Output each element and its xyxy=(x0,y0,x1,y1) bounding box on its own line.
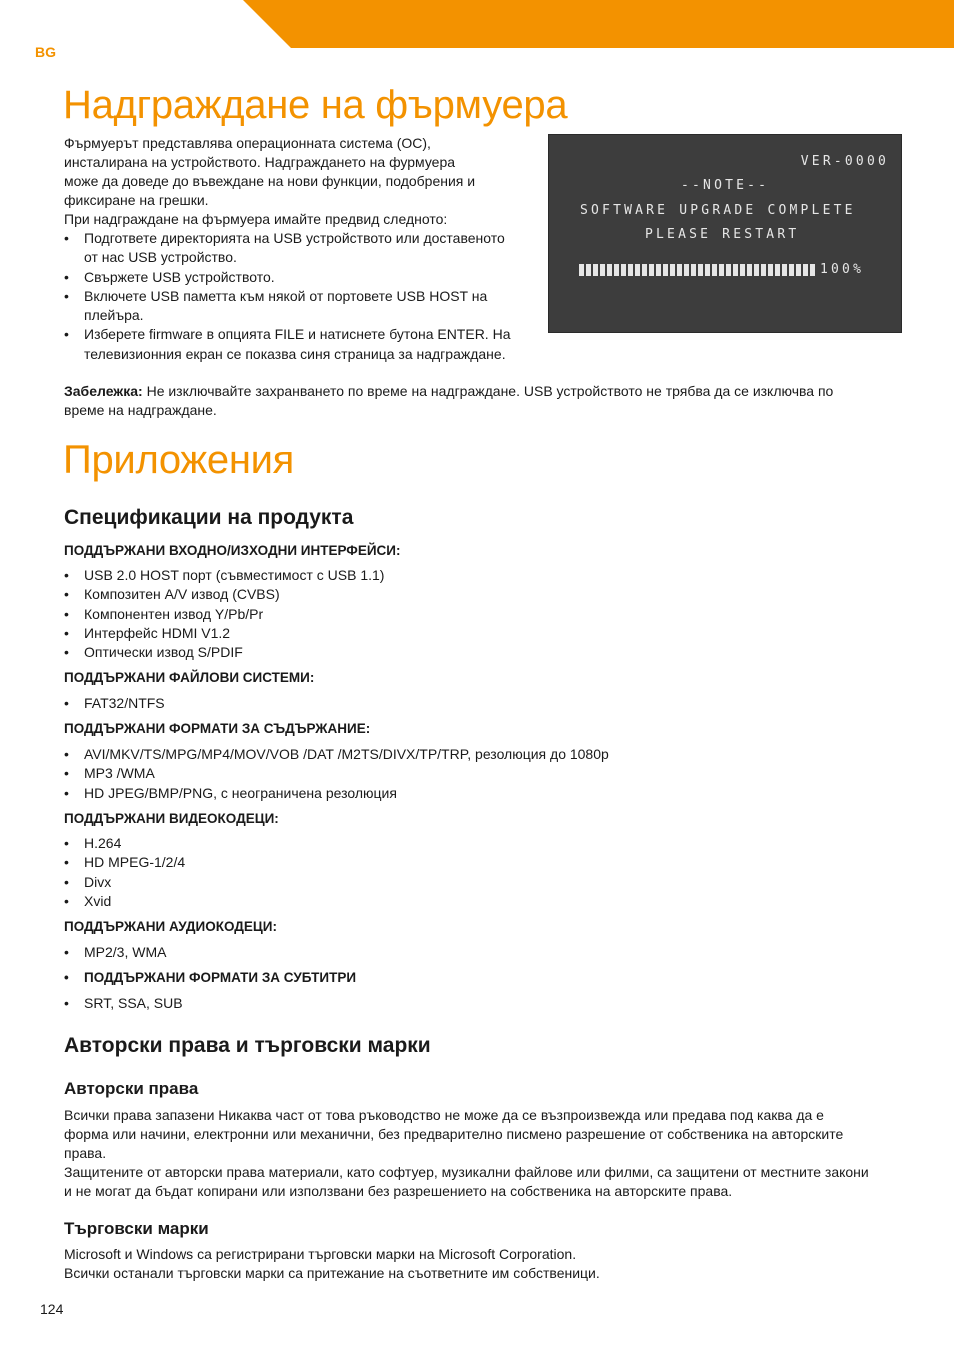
formats-list xyxy=(64,745,609,803)
formats-label: ПОДДЪРЖАНИ ФОРМАТИ ЗА СЪДЪРЖАНИЕ: xyxy=(64,721,371,736)
language-code: BG xyxy=(35,44,56,60)
intro-line: фиксиране на грешки. xyxy=(64,192,209,208)
trademarks-subtitle: Търговски марки xyxy=(64,1219,209,1238)
io-list xyxy=(64,566,384,662)
screen-message: SOFTWARE UPGRADE COMPLETE xyxy=(580,203,856,218)
list-item: • MP3 /WMA xyxy=(64,764,609,783)
video-list xyxy=(64,834,185,911)
copyright-text: Всички права запазени Никаква част от това ръководство не може да се възпроизвежда или предава под каква да е форма или начини, електронни или механични, без предварително писмено разрешение от собственика на авторските права. Защитените от авторски права материали, като софтуер, музикални файлове или филми, са защитени от местните закони и не могат да бъдат копирани или използвани без разрешението на собственика на авторските права. xyxy=(64,1107,869,1199)
io-label: ПОДДЪРЖАНИ ВХОДНО/ИЗХОДНИ ИНТЕРФЕЙСИ: xyxy=(64,543,401,558)
upgrade-complete-screen xyxy=(548,134,902,333)
orange-header-banner xyxy=(0,0,954,48)
copyright-trademarks-title: Авторски права и търговски марки xyxy=(64,1034,431,1057)
intro-line: инсталирана на устройството. Надграждането на фурмуера xyxy=(64,154,456,170)
screen-version: VER-0000 xyxy=(800,154,889,169)
trademarks-text: Microsoft и Windows са регистрирани търговски марки на Microsoft Corporation. Всички останали търговски марки са притежание на съответните им собственици. xyxy=(64,1246,600,1281)
firmware-title: Надграждане на фърмуера xyxy=(63,83,568,127)
list-item: • Подгответе директорията на USB устройството или доставеното от нас USB устройство. xyxy=(64,229,511,268)
screen-instruction: PLEASE RESTART xyxy=(645,227,800,242)
audio-label: ПОДДЪРЖАНИ АУДИОКОДЕЦИ: xyxy=(64,919,277,934)
note-text: време на надграждане. xyxy=(64,402,217,418)
list-item: • Изберете firmware в опцията FILE и натиснете бутона ENTER. На телевизионния екран се показва синя страница за надграждане. xyxy=(64,325,511,364)
intro-line: Фърмуерът представлява операционната система (ОС), xyxy=(64,135,431,151)
list-item: • SRT, SSA, SUB xyxy=(64,994,183,1013)
subs-label-list xyxy=(64,968,356,987)
audio-list xyxy=(64,943,166,962)
progress-percent: 100% xyxy=(820,262,865,277)
list-item: • Свържете USB устройството. xyxy=(64,268,511,287)
note-label: Забележка: xyxy=(64,383,143,399)
list-item: • Xvid xyxy=(64,892,185,911)
list-item: • HD MPEG-1/2/4 xyxy=(64,853,185,872)
screen-note-heading: --NOTE-- xyxy=(681,178,770,193)
subs-list xyxy=(64,994,183,1013)
specs-title: Спецификации на продукта xyxy=(64,506,354,529)
list-item: • AVI/MKV/TS/MPG/MP4/MOV/VOB /DAT /M2TS/DIVX/TP/TRP, резолюция до 1080p xyxy=(64,745,609,764)
subs-label: • ПОДДЪРЖАНИ ФОРМАТИ ЗА СУБТИТРИ xyxy=(64,968,356,987)
intro-line: При надграждане на фърмуера имайте предвид следното: xyxy=(64,211,448,227)
list-item: • Компонентен извод Y/Pb/Pr xyxy=(64,605,384,624)
firmware-note xyxy=(64,382,833,420)
page-number: 124 xyxy=(40,1301,64,1317)
list-item: • Divx xyxy=(64,873,185,892)
list-item: • Композитен A/V извод (CVBS) xyxy=(64,585,384,604)
firmware-intro xyxy=(64,134,475,229)
list-item: • MP2/3, WMA xyxy=(64,943,166,962)
copyright-subtitle: Авторски права xyxy=(64,1079,199,1098)
applications-title: Приложения xyxy=(63,438,295,482)
fs-label: ПОДДЪРЖАНИ ФАЙЛОВИ СИСТЕМИ: xyxy=(64,670,315,685)
upgrade-progress-bar xyxy=(579,264,817,276)
note-text: Не изключвайте захранването по време на надграждане. USB устройството не трябва да се изключва по xyxy=(142,383,834,399)
fs-list xyxy=(64,694,165,713)
list-item: • FAT32/NTFS xyxy=(64,694,165,713)
intro-line: може да доведе до въвеждане на нови функции, подобрения и xyxy=(64,173,476,189)
list-item: • HD JPEG/BMP/PNG, с неограничена резолюция xyxy=(64,784,609,803)
video-label: ПОДДЪРЖАНИ ВИДЕОКОДЕЦИ: xyxy=(64,811,279,826)
list-item: • Интерфейс HDMI V1.2 xyxy=(64,624,384,643)
list-item: • Оптически извод S/PDIF xyxy=(64,643,384,662)
list-item: • H.264 xyxy=(64,834,185,853)
list-item: • USB 2.0 HOST порт (съвместимост с USB 1.1) xyxy=(64,566,384,585)
list-item: • Включете USB паметта към някой от портовете USB HOST на плейъра. xyxy=(64,287,511,326)
firmware-steps-list xyxy=(64,229,511,364)
